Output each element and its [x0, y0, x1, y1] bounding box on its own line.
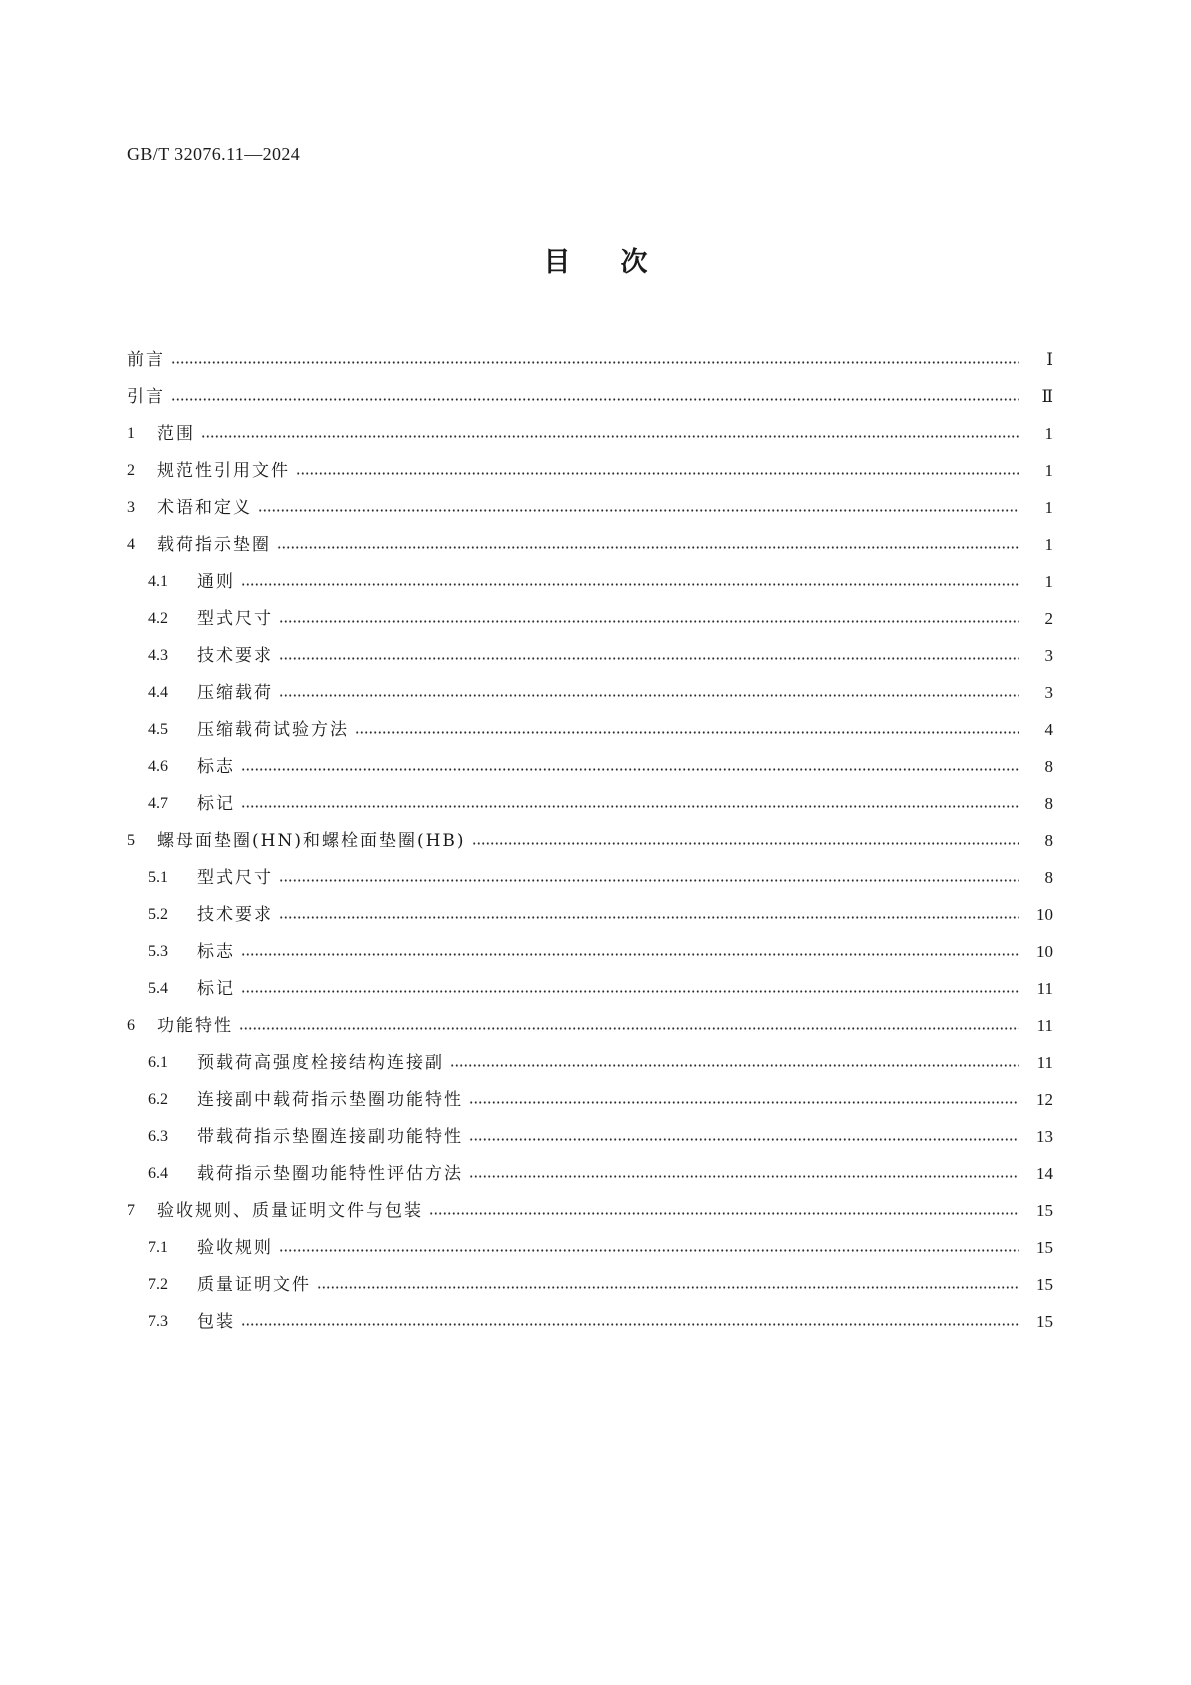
toc-entry-number: 4.7 [148, 794, 168, 812]
toc-entry-page: 15 [1036, 1311, 1053, 1331]
dot-leader [279, 916, 1019, 919]
dot-leader [279, 694, 1019, 697]
toc-entry-number: 6.3 [148, 1127, 168, 1145]
toc-entry-page: 11 [1036, 1052, 1053, 1072]
toc-entry-label: 通则 [197, 571, 235, 592]
dot-leader [450, 1064, 1019, 1067]
toc-entry-number: 7.2 [148, 1275, 168, 1293]
dot-leader [277, 546, 1019, 549]
toc-entry[interactable] [127, 378, 1053, 415]
toc-entry-page: 8 [1044, 867, 1053, 887]
toc-entry-number: 3 [127, 498, 135, 516]
toc-entry[interactable] [127, 563, 1053, 600]
toc-entry[interactable] [127, 1229, 1053, 1266]
toc-entry-number: 5.3 [148, 942, 168, 960]
toc-entry-number: 7.3 [148, 1312, 168, 1330]
toc-entry-page: 1 [1044, 534, 1053, 554]
dot-leader [469, 1101, 1019, 1104]
toc-entry-number: 5 [127, 831, 135, 849]
toc-entry[interactable] [127, 859, 1053, 896]
dot-leader [258, 509, 1019, 512]
toc-entry-page: 15 [1036, 1274, 1053, 1294]
toc-entry-label: 螺母面垫圈(HN)和螺栓面垫圈(HB) [157, 830, 466, 851]
toc-entry-number: 6.4 [148, 1164, 168, 1182]
toc-entry[interactable] [127, 637, 1053, 674]
toc-entry[interactable] [127, 1303, 1053, 1340]
toc-entry-label: 连接副中载荷指示垫圈功能特性 [197, 1089, 463, 1110]
standard-code: GB/T 32076.11—2024 [127, 144, 301, 164]
toc-entry-label: 标记 [197, 978, 235, 999]
toc-entry[interactable] [127, 711, 1053, 748]
dot-leader [241, 990, 1019, 993]
toc-entry-label: 前言 [127, 349, 165, 370]
toc-entry-number: 6.2 [148, 1090, 168, 1108]
toc-entry[interactable] [127, 489, 1053, 526]
toc-entry[interactable] [127, 822, 1053, 859]
toc-entry-page: Ⅰ [1046, 349, 1053, 369]
dot-leader [296, 472, 1019, 475]
toc-entry-label: 范围 [157, 423, 195, 444]
toc-entry-label: 引言 [127, 386, 165, 407]
toc-entry-label: 标志 [197, 756, 235, 777]
toc-entry-label: 带载荷指示垫圈连接副功能特性 [197, 1126, 463, 1147]
toc-entry-page: 10 [1036, 941, 1053, 961]
toc-entry-label: 质量证明文件 [197, 1274, 311, 1295]
toc-entry[interactable] [127, 748, 1053, 785]
toc-entry-page: 14 [1036, 1163, 1053, 1183]
toc-entry-page: 1 [1044, 497, 1053, 517]
dot-leader [469, 1138, 1019, 1141]
toc-entry[interactable] [127, 933, 1053, 970]
dot-leader [279, 879, 1019, 882]
dot-leader [241, 953, 1019, 956]
toc-entry-label: 技术要求 [197, 904, 273, 925]
toc-entry-page: 10 [1036, 904, 1053, 924]
dot-leader [201, 435, 1019, 438]
dot-leader [241, 805, 1019, 808]
toc-entry-label: 技术要求 [197, 645, 273, 666]
dot-leader [239, 1027, 1019, 1030]
dot-leader [241, 1323, 1019, 1326]
dot-leader [279, 657, 1019, 660]
toc-entry-label: 型式尺寸 [197, 608, 273, 629]
toc-entry-page: 8 [1044, 756, 1053, 776]
toc-entry-label: 载荷指示垫圈功能特性评估方法 [197, 1163, 463, 1184]
toc-entry-number: 5.2 [148, 905, 168, 923]
toc-entry[interactable] [127, 452, 1053, 489]
toc-entry-number: 4.6 [148, 757, 168, 775]
toc-entry-label: 验收规则、质量证明文件与包装 [157, 1200, 423, 1221]
toc-entry-page: 8 [1044, 830, 1053, 850]
toc-entry-number: 4.5 [148, 720, 168, 738]
toc-entry-page: 2 [1044, 608, 1053, 628]
toc-entry-page: 1 [1044, 423, 1053, 443]
toc-entry-page: 11 [1036, 978, 1053, 998]
toc-entry-label: 压缩载荷试验方法 [197, 719, 349, 740]
toc-entry[interactable] [127, 896, 1053, 933]
toc-entry-number: 4 [127, 535, 135, 553]
toc-entry-page: 15 [1036, 1200, 1053, 1220]
toc-entry[interactable] [127, 1266, 1053, 1303]
toc-entry-page: 11 [1036, 1015, 1053, 1035]
toc-entry-page: 3 [1044, 682, 1053, 702]
toc-entry-number: 5.1 [148, 868, 168, 886]
toc-entry-number: 4.1 [148, 572, 168, 590]
toc-entry-label: 压缩载荷 [197, 682, 273, 703]
toc-entry[interactable] [127, 1118, 1053, 1155]
toc-entry-label: 标记 [197, 793, 235, 814]
toc-entry-label: 包装 [197, 1311, 235, 1332]
dot-leader [355, 731, 1019, 734]
toc-entry[interactable] [127, 600, 1053, 637]
toc-entry-number: 4.4 [148, 683, 168, 701]
toc-entry[interactable] [127, 674, 1053, 711]
dot-leader [241, 583, 1019, 586]
dot-leader [241, 768, 1019, 771]
toc-entry-label: 载荷指示垫圈 [157, 534, 271, 555]
toc-entry-number: 1 [127, 424, 135, 442]
toc-entry-number: 4.2 [148, 609, 168, 627]
dot-leader [472, 842, 1019, 845]
toc-entry[interactable] [127, 1155, 1053, 1192]
toc-entry-page: 4 [1044, 719, 1053, 739]
dot-leader [279, 620, 1019, 623]
toc-entry-number: 2 [127, 461, 135, 479]
dot-leader [279, 1249, 1019, 1252]
toc-entry-page: 1 [1044, 571, 1053, 591]
toc-entry-label: 功能特性 [157, 1015, 233, 1036]
dot-leader [429, 1212, 1019, 1215]
toc-entry-page: 13 [1036, 1126, 1053, 1146]
toc-entry-page: 12 [1036, 1089, 1053, 1109]
dot-leader [171, 361, 1019, 364]
toc-entry-number: 6 [127, 1016, 135, 1034]
toc-entry[interactable] [127, 1081, 1053, 1118]
toc-entry[interactable] [127, 341, 1053, 378]
toc-entry-label: 术语和定义 [157, 497, 252, 518]
toc-entry-page: Ⅱ [1041, 386, 1053, 406]
toc-entry-page: 1 [1044, 460, 1053, 480]
dot-leader [469, 1175, 1019, 1178]
toc-entry-label: 型式尺寸 [197, 867, 273, 888]
toc-entry[interactable] [127, 526, 1053, 563]
toc-entry-label: 预载荷高强度栓接结构连接副 [197, 1052, 444, 1073]
toc-entry-page: 15 [1036, 1237, 1053, 1257]
toc-entry-label: 验收规则 [197, 1237, 273, 1258]
toc-entry[interactable] [127, 1192, 1053, 1229]
toc-list [127, 341, 1053, 1340]
toc-entry-label: 标志 [197, 941, 235, 962]
toc-entry-number: 7 [127, 1201, 135, 1219]
toc-entry-number: 4.3 [148, 646, 168, 664]
toc-entry[interactable] [127, 415, 1053, 452]
toc-title: 目次 [543, 247, 698, 278]
toc-entry[interactable] [127, 785, 1053, 822]
toc-entry[interactable] [127, 1044, 1053, 1081]
dot-leader [171, 398, 1019, 401]
toc-entry-label: 规范性引用文件 [157, 460, 290, 481]
toc-entry-page: 8 [1044, 793, 1053, 813]
toc-entry-page: 3 [1044, 645, 1053, 665]
toc-entry[interactable] [127, 970, 1053, 1007]
toc-entry-number: 6.1 [148, 1053, 168, 1071]
dot-leader [317, 1286, 1019, 1289]
toc-entry-number: 7.1 [148, 1238, 168, 1256]
toc-entry[interactable] [127, 1007, 1053, 1044]
toc-entry-number: 5.4 [148, 979, 168, 997]
